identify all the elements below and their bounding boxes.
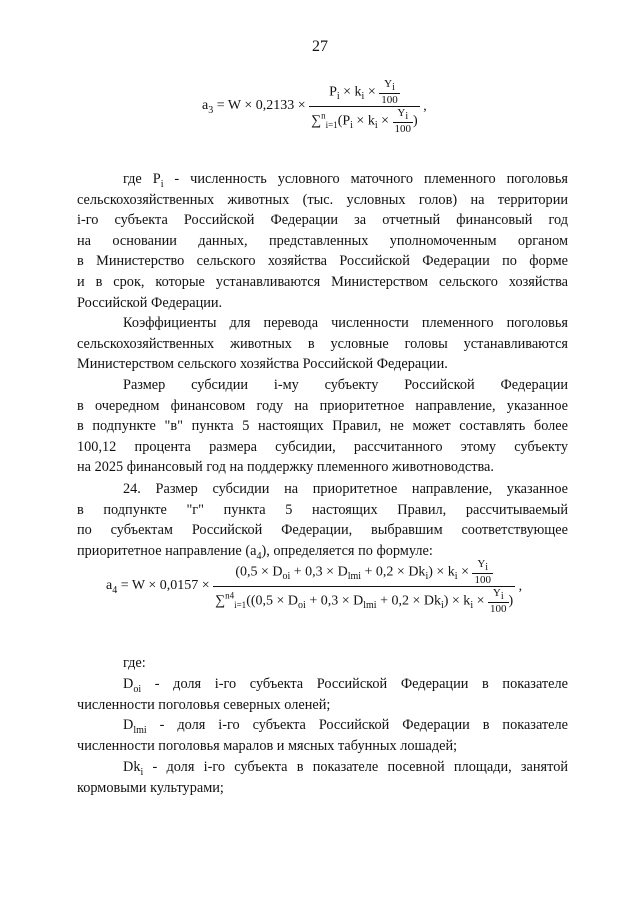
- formula-a4-fraction: [213, 558, 515, 615]
- formula-a3-comma: ,: [423, 98, 427, 114]
- formula-a3: [202, 78, 427, 135]
- formula-a4-lhs: $a_4 = W \times 0,0157$ ×: [106, 577, 210, 596]
- definitions-where: где:: [123, 655, 146, 671]
- definition-d-lmi: $D_{lmi}$ - доля i-го субъекта Российской Федерации в показателе численности поголовья маралов и мясных табунных лошадей;: [77, 717, 568, 754]
- paragraph-item-24: 24. Размер субсидии на приоритетное направление, указанное в подпункте "г" пункта 5 настоящих Правил, рассчитываемый по субъектам Российской Федерации, выбравшим соответствующее приоритетное направление $(a_4)$, определяется по формуле:: [77, 481, 568, 562]
- formula-a3-fraction: [309, 78, 420, 135]
- formula-a4-denominator: $\sum^{n4}_{i=1}((0,5 \times D_{oi} + 0,3 \times D_{lmi} + 0,2 \times Dk_i) \times k_i$ × $\frac{Y_i}{100}$ ): [215, 587, 514, 616]
- page-number: 27: [312, 38, 328, 55]
- formula-a4-numerator: $(0,5 \times D_{oi} + 0,3 \times D_{lmi} + 0,2 \times Dk_i) \times k_i$ × $\frac{Y_i}{100}$: [213, 558, 515, 587]
- paragraph-definition-p: где $P_i$ - численность условного маточного племенного поголовья сельскохозяйственных животных (тыс. условных голов) на территории i-го субъекта Российской Федерации за отчетный финансовый год на основании данных, представленных уполномоченным органом в Министерство сельского хозяйства Российской Федерации по форме и в срок, которые устанавливаются Министерством сельского хозяйства Российской Федерации.: [77, 171, 568, 311]
- definition-dk: $Dk_i$ - доля i-го субъекта в показателе посевной площади, занятой кормовыми культурами;: [77, 759, 568, 796]
- paragraph-coefficients: Коэффициенты для перевода численности племенного поголовья сельскохозяйственных животных в условные головы устанавливаются Министерством сельского хозяйства Российской Федерации.: [77, 315, 568, 373]
- formula-a4-comma: ,: [518, 578, 523, 594]
- paragraph-subsidy-limit: Размер субсидии i-му субъекту Российской Федерации в очередном финансовом году на приоритетное направление, указанное в подпункте "в" пункта 5 настоящих Правил, не может составлять более 100,12 процента размера субсидии, рассчитанного этому субъекту на 2025 финансовый год на поддержку племенного животноводства.: [77, 377, 568, 476]
- formula-a4: [106, 558, 522, 615]
- formula-a3-denominator: $\sum^n_{i=1}(P_i \times k_i$ × $\frac{Y_i}{100}$ ): [311, 107, 418, 136]
- formula-a3-numerator: $P_i \times k_i$ × $\frac{Y_i}{100}$: [309, 78, 420, 107]
- formula-a3-lhs: $a_3 = W \times 0,2133$ ×: [202, 97, 306, 116]
- definition-d-oi: $D_{oi}$ - доля i-го субъекта Российской Федерации в показателе численности поголовья северных оленей;: [77, 676, 568, 713]
